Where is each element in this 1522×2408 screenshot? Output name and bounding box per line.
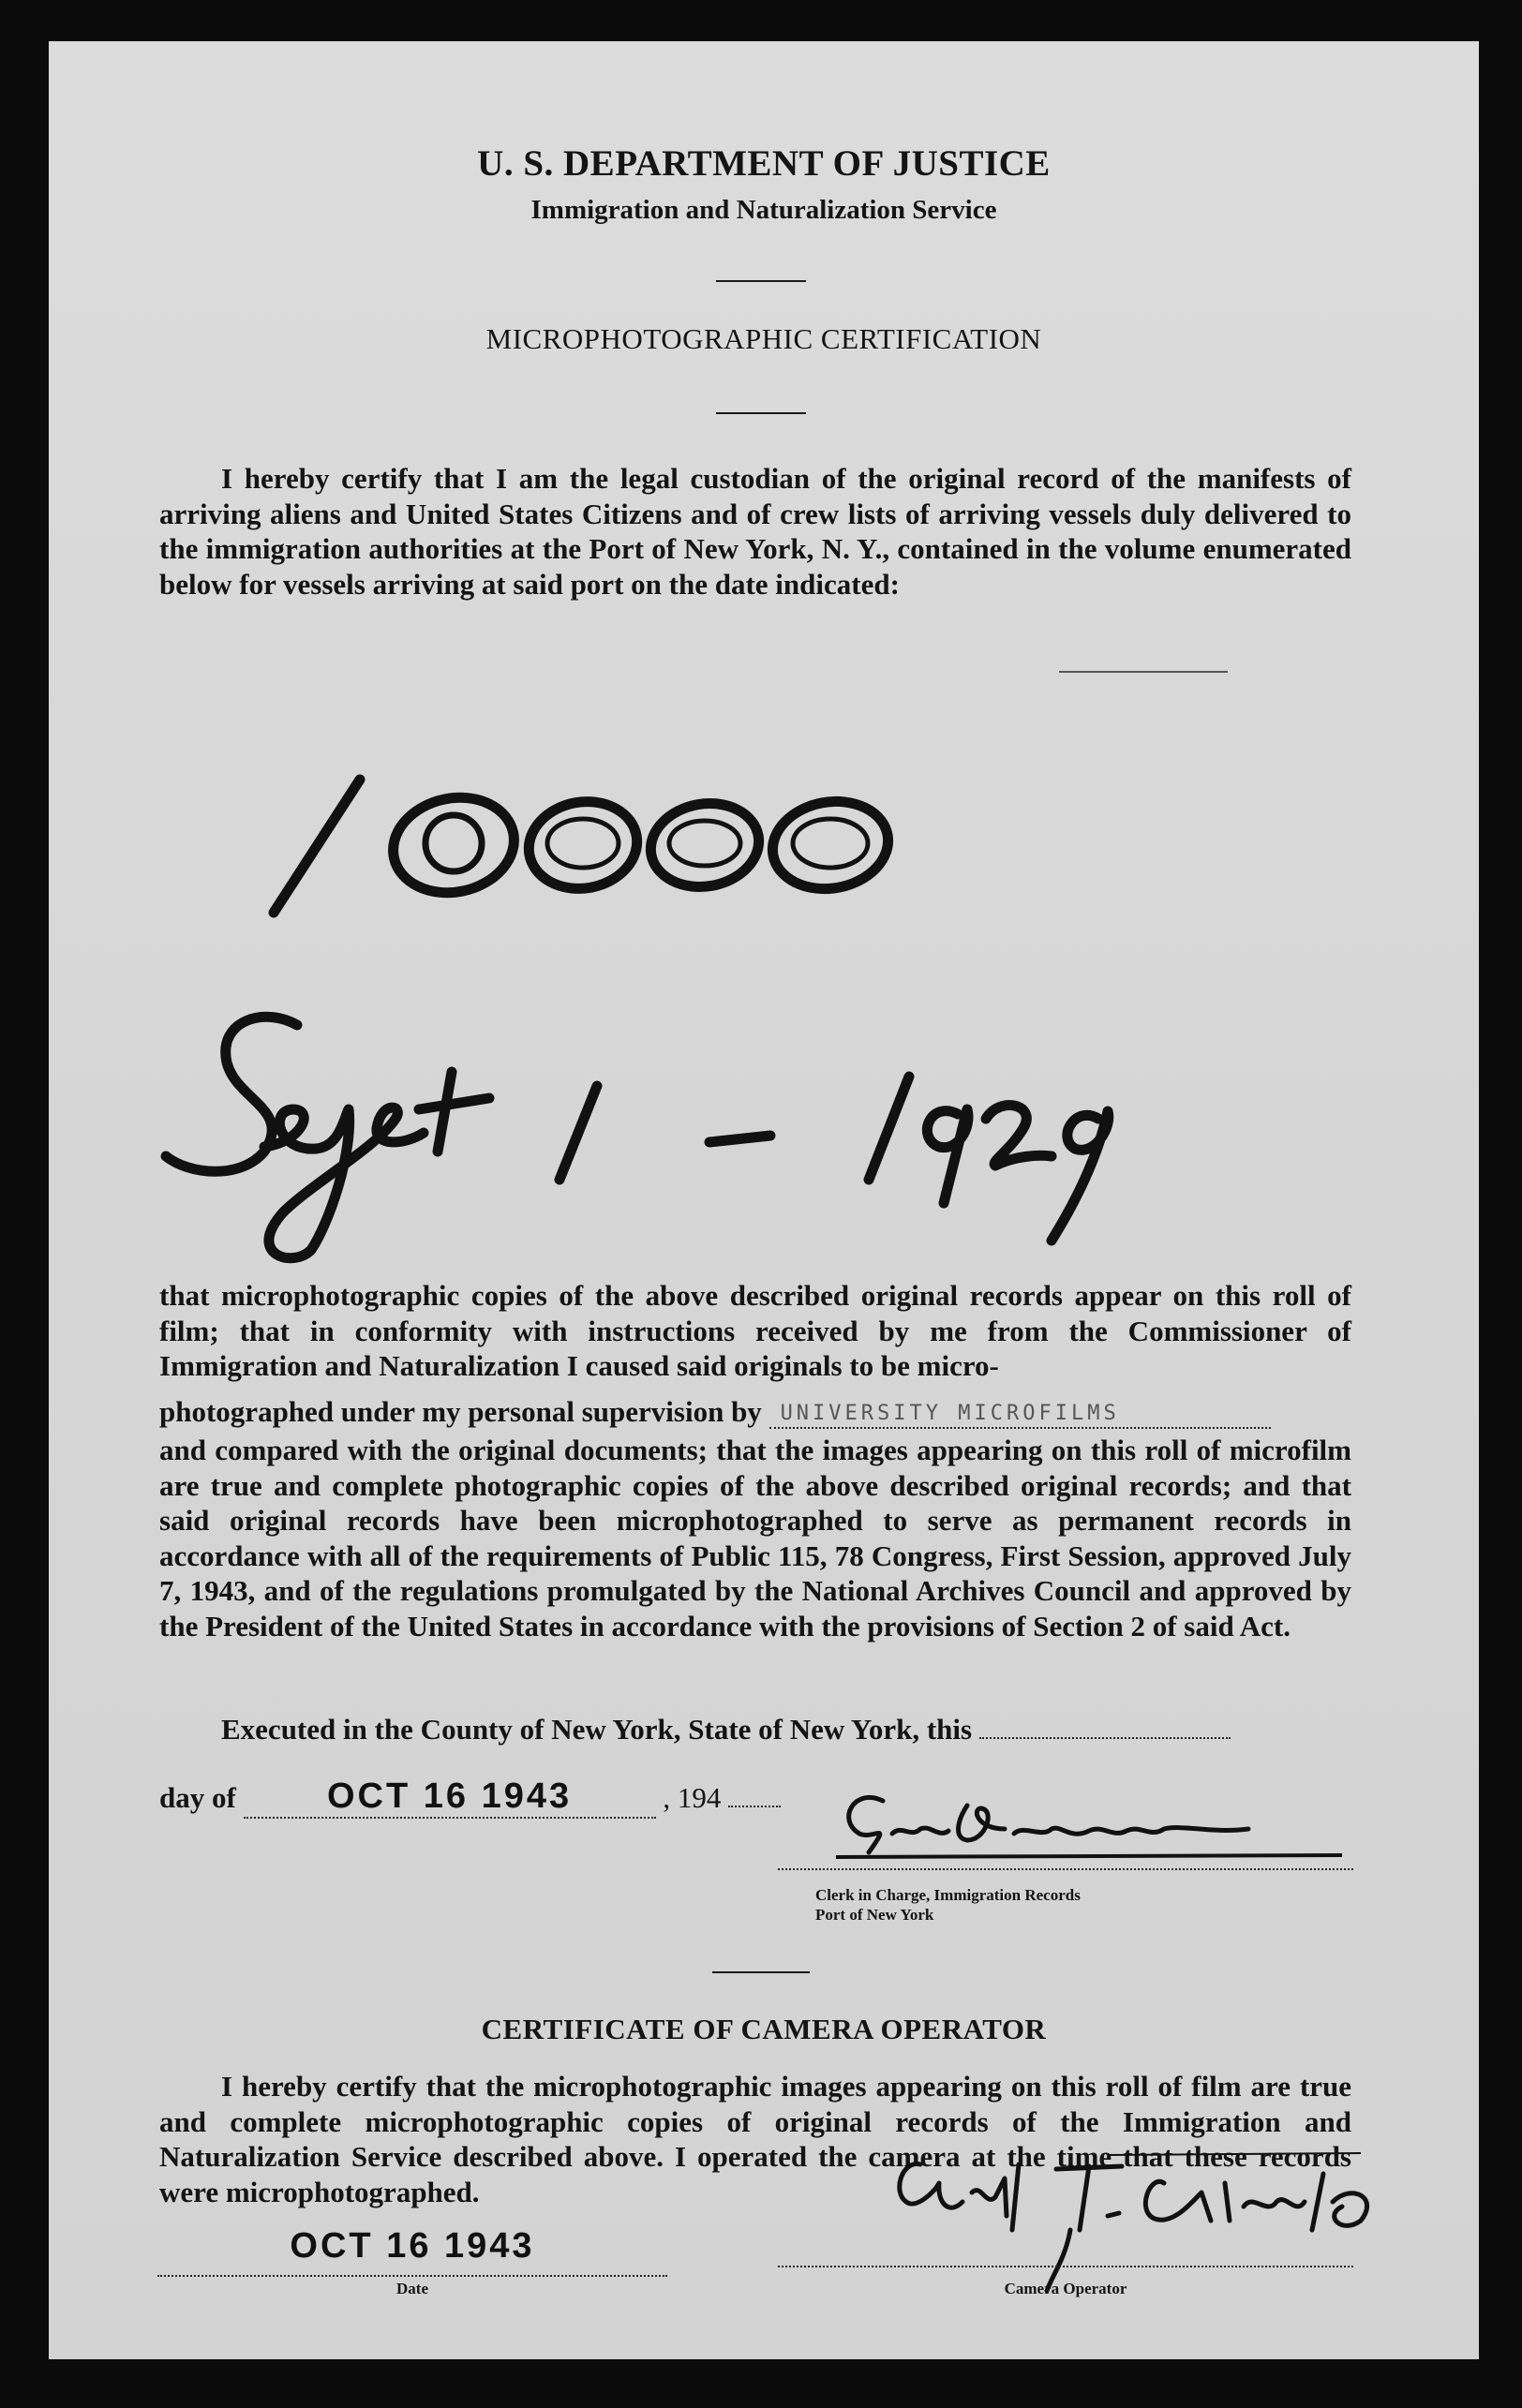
certification-intro: I hereby certify that I am the legal custodian of the original record of the manifests of arriving aliens and United States Citizens and of crew lists of arriving vessels duly delivered to the immigration authorities at the Port of New York, N. Y., contained in the volume enumerated below for vessels arriving at said port on the date indicated: [159,462,1351,601]
header-divider-bottom [716,412,806,414]
operator-date-stamp: OCT 16 1943 [290,2226,535,2266]
day-of-line [159,1776,781,1819]
clerk-title [815,1885,1081,1925]
microphotographer-value: UNIVERSITY MICROFILMS [780,1402,1120,1425]
service-subheading: Immigration and Naturalization Service [530,195,997,225]
supervision-line [159,1395,1351,1431]
camera-operator-statement: I hereby certify that the microphotographic images appearing on this roll of film are true and complete microphotographic copies of original records of the Immigration and Naturalization Service described above. I operated the camera at the time that these records were microphotographed. [159,2070,1351,2208]
clerk-signature-graphic [780,1782,1361,1876]
year-field [728,1806,781,1807]
operator-signature-line [778,2266,1353,2267]
clerk-signature-line [778,1868,1353,1870]
day-of-stamp: OCT 16 1943 [327,1776,573,1816]
operator-date-label: Date [396,2280,428,2297]
executed-text: Executed in the County of New York, State of New York, this [221,1713,973,1746]
handwritten-date [152,988,1183,1269]
day-of-label: day of [159,1781,236,1814]
clerk-title-line-2: Port of New York [815,1906,934,1924]
camera-operator-heading: CERTIFICATE OF CAMERA OPERATOR [481,2013,1047,2045]
day-of-field [244,1776,656,1819]
executed-day-field [979,1737,1231,1739]
stray-mark [1059,671,1228,673]
executed-line [221,1713,1351,1747]
certificate-page [49,41,1479,2359]
clerk-title-line-1: Clerk in Charge, Immigration Records [815,1886,1081,1904]
section-divider [712,1971,810,1973]
clerk-signature [780,1782,1361,1876]
supervision-prefix: photographed under my personal supervision by [159,1395,762,1428]
camera-operator-label: Camera Operator [1004,2280,1127,2297]
agency-heading: U. S. DEPARTMENT OF JUSTICE [477,143,1051,184]
certification-body-1: that microphotographic copies of the above described original records appear on this roll of film; that in conformity with instructions received by me from the Commissioner of Immigration and Naturalization I caused said originals to be micro- [159,1279,1351,1382]
certification-body-2: and compared with the original documents; that the images appearing on this roll of microfilm are true and complete photographic copies of the above described original records; and that said original records have been microphotographed to serve as permanent records in accordance with all of the requirements of Public 115, 78 Congress, First Session, approved July 7, 1943, and of the regulations promulgated by the National Archives Council and approved by the President of the United States in accordance with the provisions of Section 2 of said Act. [159,1434,1351,1642]
handwritten-volume-number [255,753,1098,931]
operator-signature-graphic [798,2127,1398,2296]
header-divider-top [716,280,806,282]
microphotographer-field [769,1393,1271,1429]
operator-date-field [157,2224,667,2277]
form-title: MICROPHOTOGRAPHIC CERTIFICATION [485,322,1042,355]
handwritten-date-graphic [152,988,1183,1269]
operator-signature [798,2127,1398,2296]
year-label: , 194 [663,1781,722,1814]
handwritten-volume-graphic [255,753,1098,931]
